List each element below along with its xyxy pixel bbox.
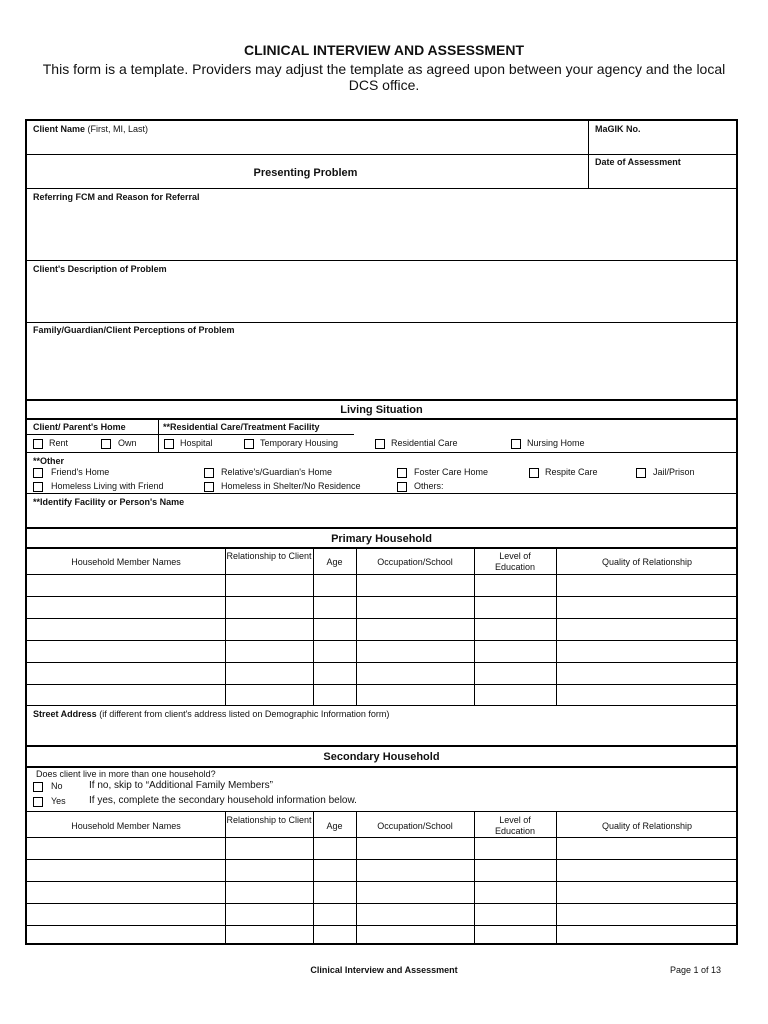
residential-care-checkbox[interactable] [375,439,385,449]
rule [27,188,736,189]
rule [27,881,736,882]
client-name-label: Client Name (First, MI, Last) [33,124,149,134]
street-address-label: Street Address (if different from client's address listed on Demographic Information form) [33,709,390,719]
rule [158,435,159,452]
homeless-friend-checkbox[interactable] [33,482,43,492]
own-checkbox[interactable] [101,439,111,449]
magik-label: MaGIK No. [595,124,641,134]
secondary-household-heading: Secondary Household [323,751,440,763]
rule [27,574,736,575]
hospital-label: Hospital [180,438,213,448]
respite-care-checkbox[interactable] [529,468,539,478]
rule [27,745,736,747]
nursing-home-checkbox[interactable] [511,439,521,449]
rule [27,493,736,494]
col-header: Level of Education [494,815,536,836]
client-description-label: Client's Description of Problem [33,264,167,274]
rule [27,859,736,860]
rule [313,548,314,705]
yes-label: Yes [51,796,66,806]
rule [27,434,354,435]
homeless-shelter-checkbox[interactable] [204,482,214,492]
hospital-checkbox[interactable] [164,439,174,449]
friends-home-checkbox[interactable] [33,468,43,478]
col-header: Quality of Relationship [601,557,693,567]
rule [27,596,736,597]
rule [27,322,736,323]
presenting-problem-heading: Presenting Problem [253,167,358,179]
rule [27,837,736,838]
friends-home-label: Friend's Home [51,467,110,477]
form-frame [25,119,738,945]
col-header: Quality of Relationship [601,821,693,831]
rule [27,618,736,619]
col-header: Occupation/School [377,557,453,567]
rule [27,547,736,549]
others-label: Others: [414,481,444,491]
relatives-home-checkbox[interactable] [204,468,214,478]
rule [27,662,736,663]
jail-prison-checkbox[interactable] [636,468,646,478]
rule [27,452,736,453]
rule [27,705,736,706]
family-perceptions-label: Family/Guardian/Client Perceptions of Problem [33,325,235,335]
form-subtitle: This form is a template. Providers may adjust the template as agreed upon between your agency and the local DCS office. [42,61,726,93]
col-header: Occupation/School [377,821,453,831]
rule [27,925,736,926]
rule [27,766,736,768]
living-situation-heading: Living Situation [340,404,423,416]
rule [27,418,736,420]
rule [27,811,736,812]
primary-household-heading: Primary Household [331,533,432,545]
temporary-housing-label: Temporary Housing [260,438,339,448]
rule [27,527,736,529]
col-header: Relationship to Client [226,551,312,561]
col-header: Household Member Names [71,557,181,567]
yes-checkbox[interactable] [33,797,43,807]
rent-checkbox[interactable] [33,439,43,449]
rule [27,260,736,261]
relatives-home-label: Relative's/Guardian's Home [221,467,332,477]
residential-facility-label: **Residential Care/Treatment Facility [163,422,320,432]
rule [27,640,736,641]
temporary-housing-checkbox[interactable] [244,439,254,449]
residential-care-label: Residential Care [391,438,458,448]
rule [158,419,159,435]
rule [27,154,736,155]
rule [356,548,357,705]
col-header: Household Member Names [71,821,181,831]
jail-prison-label: Jail/Prison [653,467,695,477]
col-header: Age [326,821,343,831]
no-label: No [51,781,63,791]
rule [27,399,736,401]
foster-care-home-checkbox[interactable] [397,468,407,478]
identify-facility-label: **Identify Facility or Person's Name [33,497,185,507]
others-checkbox[interactable] [397,482,407,492]
rent-label: Rent [49,438,69,448]
footer-title: Clinical Interview and Assessment [310,965,458,975]
col-header: Relationship to Client [226,815,312,825]
homeless-shelter-label: Homeless in Shelter/No Residence [221,481,361,491]
page-number: Page 1 of 13 [669,965,721,975]
respite-care-label: Respite Care [545,467,598,477]
rule [27,684,736,685]
nursing-home-label: Nursing Home [527,438,585,448]
yes-instruction: If yes, complete the secondary household information below. [89,795,357,806]
col-header: Level of Education [494,551,536,572]
parents-home-label: Client/ Parent's Home [33,422,126,432]
rule [225,548,226,705]
form-title: CLINICAL INTERVIEW AND ASSESSMENT [243,42,525,58]
referring-label: Referring FCM and Reason for Referral [33,192,200,202]
own-label: Own [118,438,137,448]
other-heading: **Other [33,456,65,466]
no-checkbox[interactable] [33,782,43,792]
date-of-assessment-label: Date of Assessment [595,157,681,167]
rule [27,903,736,904]
col-header: Age [326,557,343,567]
rule [556,548,557,705]
foster-care-home-label: Foster Care Home [414,467,489,477]
no-instruction: If no, skip to “Additional Family Members” [89,780,273,791]
rule [474,548,475,705]
more-than-one-household-question: Does client live in more than one household? [36,769,216,779]
homeless-friend-label: Homeless Living with Friend [51,481,164,491]
